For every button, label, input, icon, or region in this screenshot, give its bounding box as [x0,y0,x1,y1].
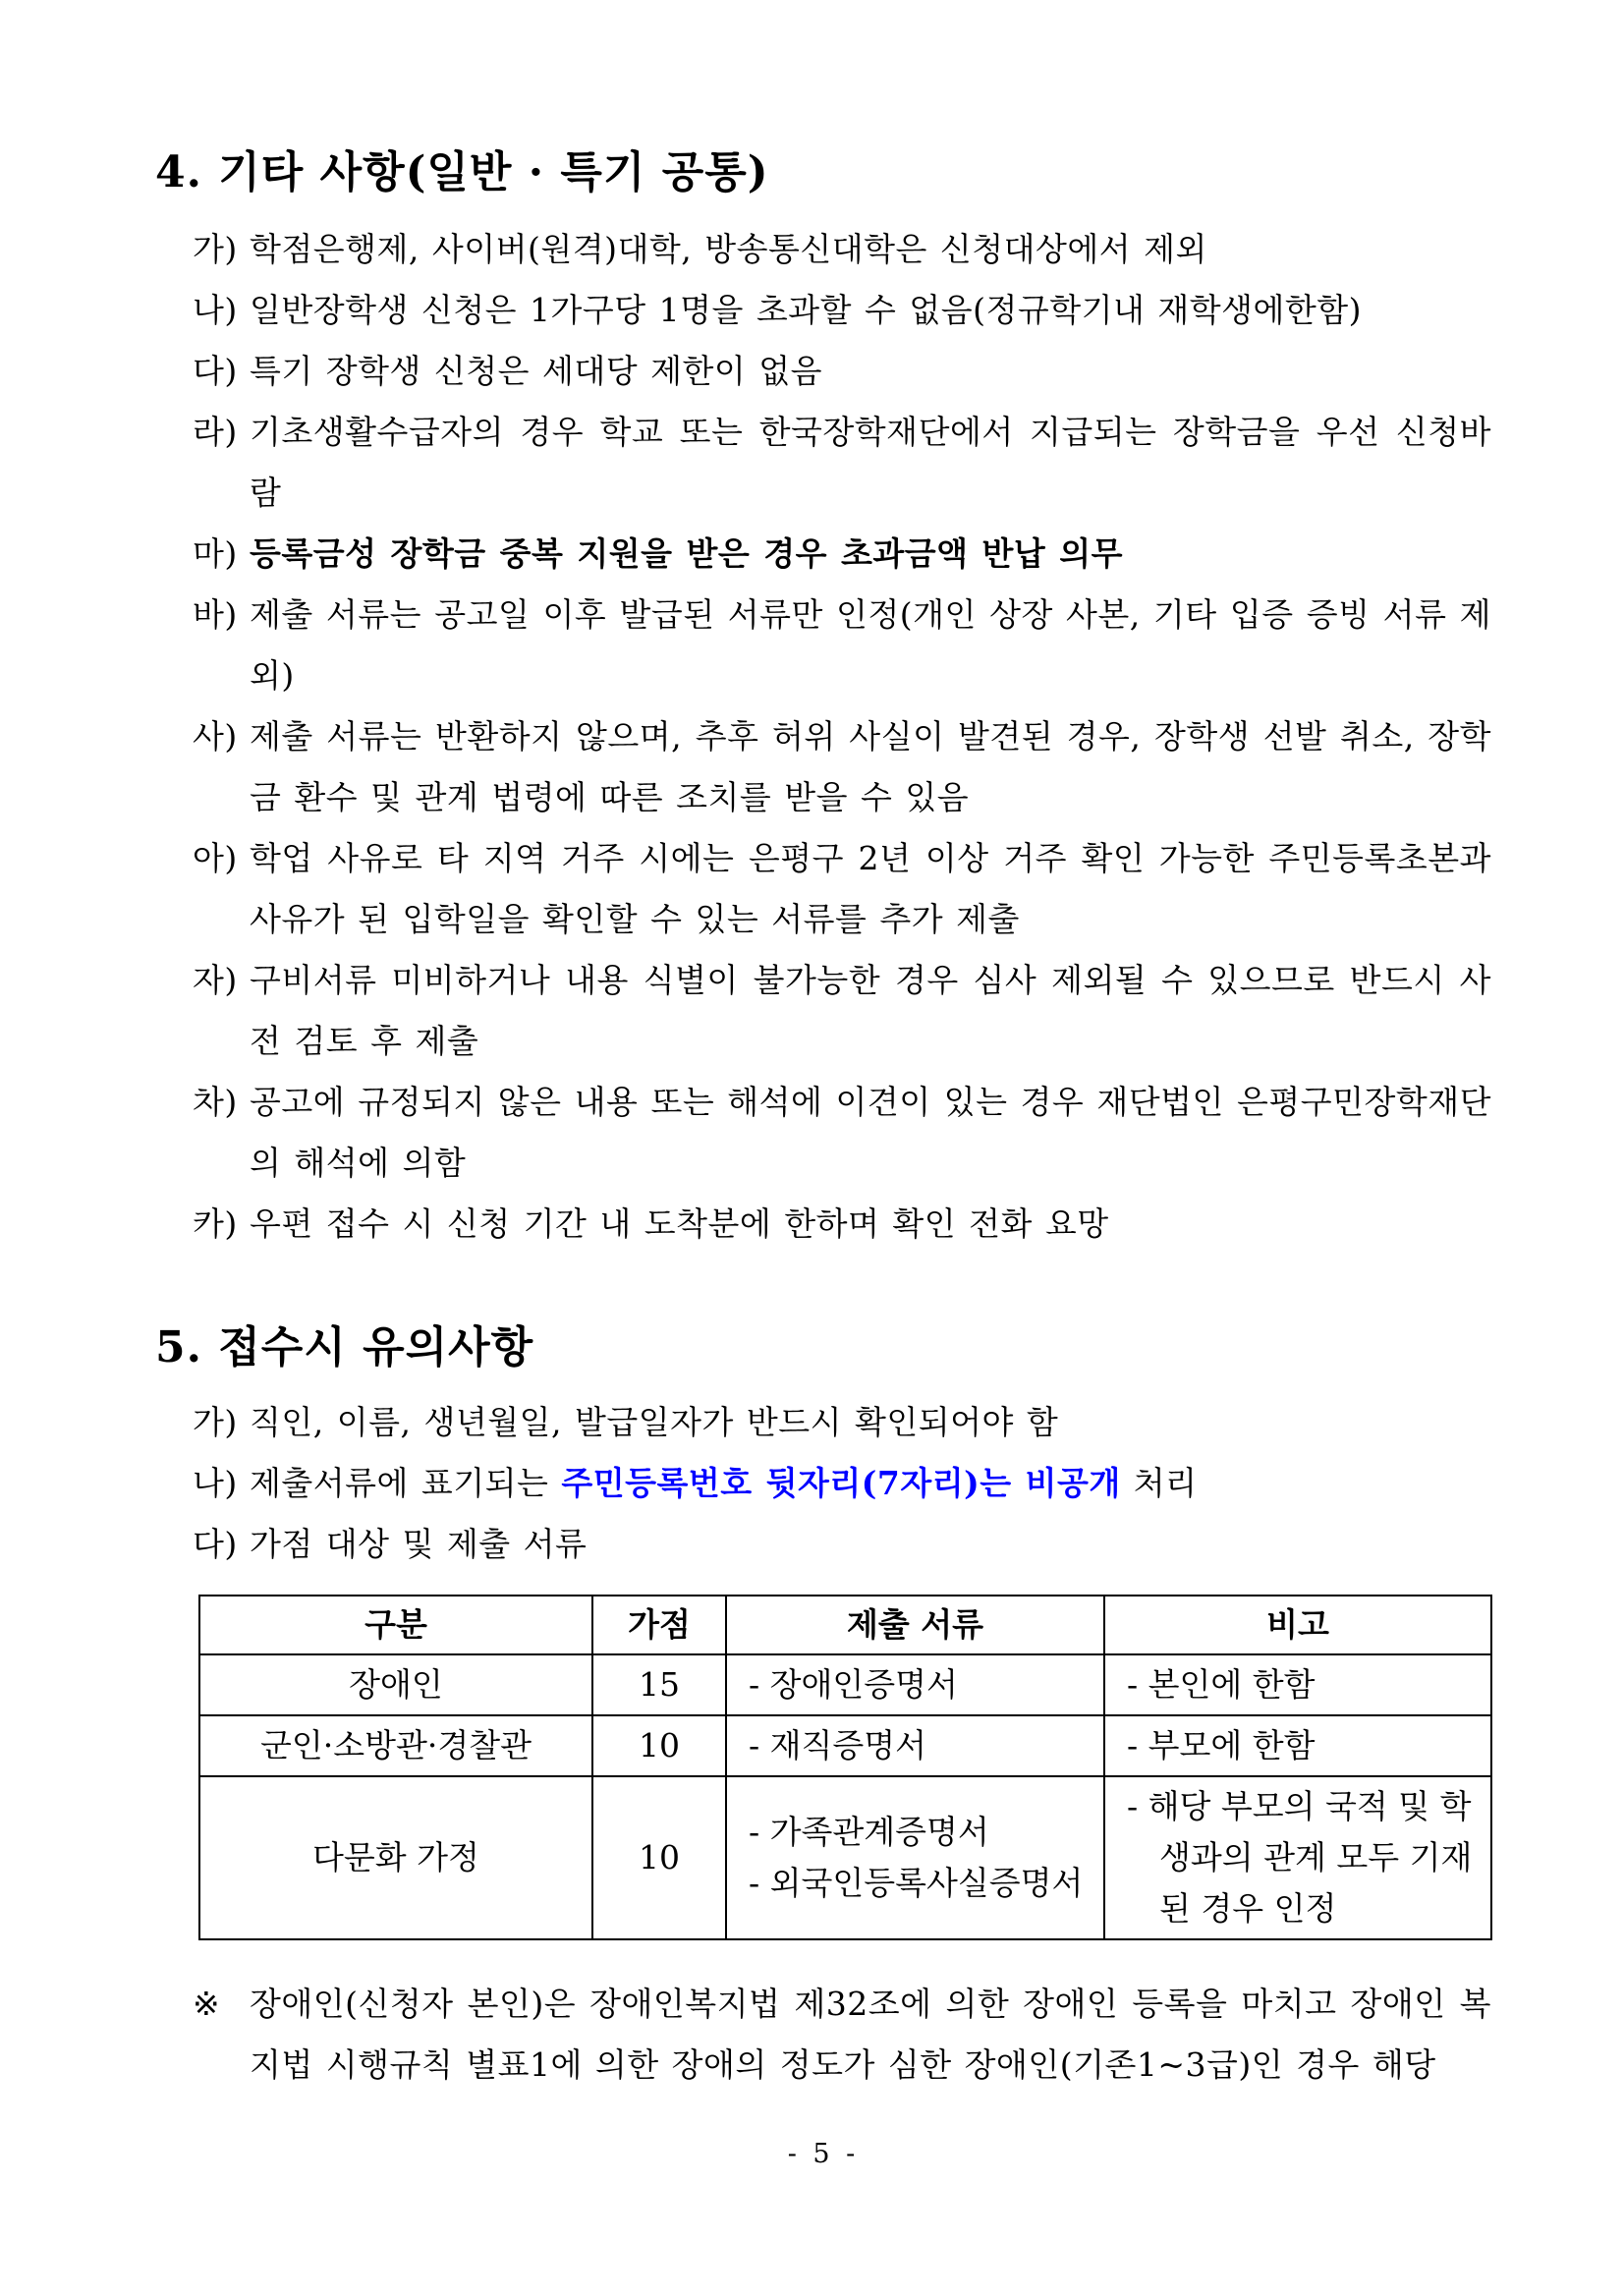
section-4-title: 4. 기타 사항(일반 · 특기 공통) [155,147,769,197]
list-item [193,1072,1491,1194]
item-label: 바) [193,595,238,634]
list-item [193,280,1491,341]
section-4-list [155,219,1491,1255]
list-item [193,1194,1491,1255]
item-label: 카) [193,1204,238,1243]
document-line: - 외국인등록사실증명서 [749,1864,1084,1902]
cell-documents [726,1776,1104,1939]
item-label: 사) [193,717,238,756]
list-item [193,219,1491,280]
header-note: 비고 [1104,1596,1491,1654]
item-text: 학업 사유로 타 지역 거주 시에는 은평구 2년 이상 거주 확인 가능한 주민등록초본과 사유가 된 입학일을 확인할 수 있는 서류를 추가 제출 [250,839,1491,938]
list-item [193,524,1491,585]
table-row [199,1715,1491,1776]
cell-points: 15 [592,1654,726,1715]
cell-note [1104,1654,1491,1715]
item-label: 차) [193,1083,238,1121]
document-line: - 재직증명서 [749,1726,927,1764]
cell-documents [726,1654,1104,1715]
table-row [199,1654,1491,1715]
item-label: 나) [193,291,238,329]
note-line: - 본인에 한함 [1127,1665,1316,1704]
table-header-row [199,1596,1491,1654]
list-item [193,1514,1491,1575]
footnote-text: 장애인(신청자 본인)은 장애인복지법 제32조에 의한 장애인 등록을 마치고 장애인 복지법 시행규칙 별표1에 의한 장애의 정도가 심한 장애인(기존1~3급)인 경우 해당 [250,1985,1491,2084]
cell-points: 10 [592,1715,726,1776]
item-text: 제출 서류는 공고일 이후 발급된 서류만 인정(개인 상장 사본, 기타 입증 증빙 서류 제외) [250,595,1491,695]
section-5 [155,1317,1491,2096]
cell-category: 장애인 [199,1654,592,1715]
cell-category: 군인·소방관·경찰관 [199,1715,592,1776]
list-item [193,706,1491,828]
section-5-list [155,1392,1491,1575]
list-item [193,585,1491,706]
list-item [193,1392,1491,1453]
item-label: 나) [193,1464,238,1502]
item-text: 일반장학생 신청은 1가구당 1명을 초과할 수 없음(정규학기내 재학생에한함) [250,291,1363,329]
item-text: 구비서류 미비하거나 내용 식별이 불가능한 경우 심사 제외될 수 있으므로 반드시 사전 검토 후 제출 [250,961,1491,1060]
list-item [193,341,1491,402]
document-line: - 장애인증명서 [749,1665,958,1704]
header-category: 구분 [199,1596,592,1654]
item-text: 기초생활수급자의 경우 학교 또는 한국장학재단에서 지급되는 장학금을 우선 신청바람 [250,413,1491,512]
list-item [193,828,1491,950]
item-label: 자) [193,961,238,999]
list-item [193,402,1491,524]
item-label: 아) [193,839,238,877]
table-row [199,1776,1491,1939]
list-item [193,1453,1491,1514]
section-5-title: 5. 접수시 유의사항 [155,1322,534,1372]
cell-category: 다문화 가정 [199,1776,592,1939]
item-text: 우편 접수 시 신청 기간 내 도착분에 한하며 확인 전화 요망 [250,1204,1109,1243]
item-label: 다) [193,352,238,390]
cell-points: 10 [592,1776,726,1939]
item-text-prefix: 제출서류에 표기되는 [250,1464,562,1502]
note-line: - 부모에 한함 [1127,1726,1316,1764]
item-text: 공고에 규정되지 않은 내용 또는 해석에 이견이 있는 경우 재단법인 은평구민장학재단의 해석에 의함 [250,1083,1491,1182]
header-documents: 제출 서류 [726,1596,1104,1654]
item-text-highlighted: 주민등록번호 뒷자리(7자리)는 비공개 [561,1464,1121,1502]
footnote [193,1974,1491,2096]
note-line: - 해당 부모의 국적 및 학생과의 관계 모두 기재된 경우 인정 [1127,1787,1473,1928]
list-item [193,950,1491,1072]
item-label: 라) [193,413,238,451]
item-label: 가) [193,1403,238,1441]
page-number: - 5 - [787,2139,860,2169]
item-text-bold: 등록금성 장학금 중복 지원을 받은 경우 초과금액 반납 의무 [250,534,1123,573]
item-label: 다) [193,1525,238,1563]
item-label: 마) [193,534,238,573]
item-text: 학점은행제, 사이버(원격)대학, 방송통신대학은 신청대상에서 제외 [250,230,1207,268]
reference-mark-icon: ※ [193,1985,221,2023]
cell-note [1104,1715,1491,1776]
item-text: 직인, 이름, 생년월일, 발급일자가 반드시 확인되어야 함 [250,1403,1059,1441]
bonus-points-table [198,1595,1492,1940]
cell-note [1104,1776,1491,1939]
header-points: 가점 [592,1596,726,1654]
item-text: 제출 서류는 반환하지 않으며, 추후 허위 사실이 발견된 경우, 장학생 선발 취소, 장학금 환수 및 관계 법령에 따른 조치를 받을 수 있음 [250,717,1491,816]
item-label: 가) [193,230,238,268]
item-text-suffix: 처리 [1120,1464,1198,1502]
cell-documents [726,1715,1104,1776]
document-line: - 가족관계증명서 [749,1813,989,1851]
item-text: 특기 장학생 신청은 세대당 제한이 없음 [250,352,822,390]
item-text: 가점 대상 및 제출 서류 [250,1525,588,1563]
